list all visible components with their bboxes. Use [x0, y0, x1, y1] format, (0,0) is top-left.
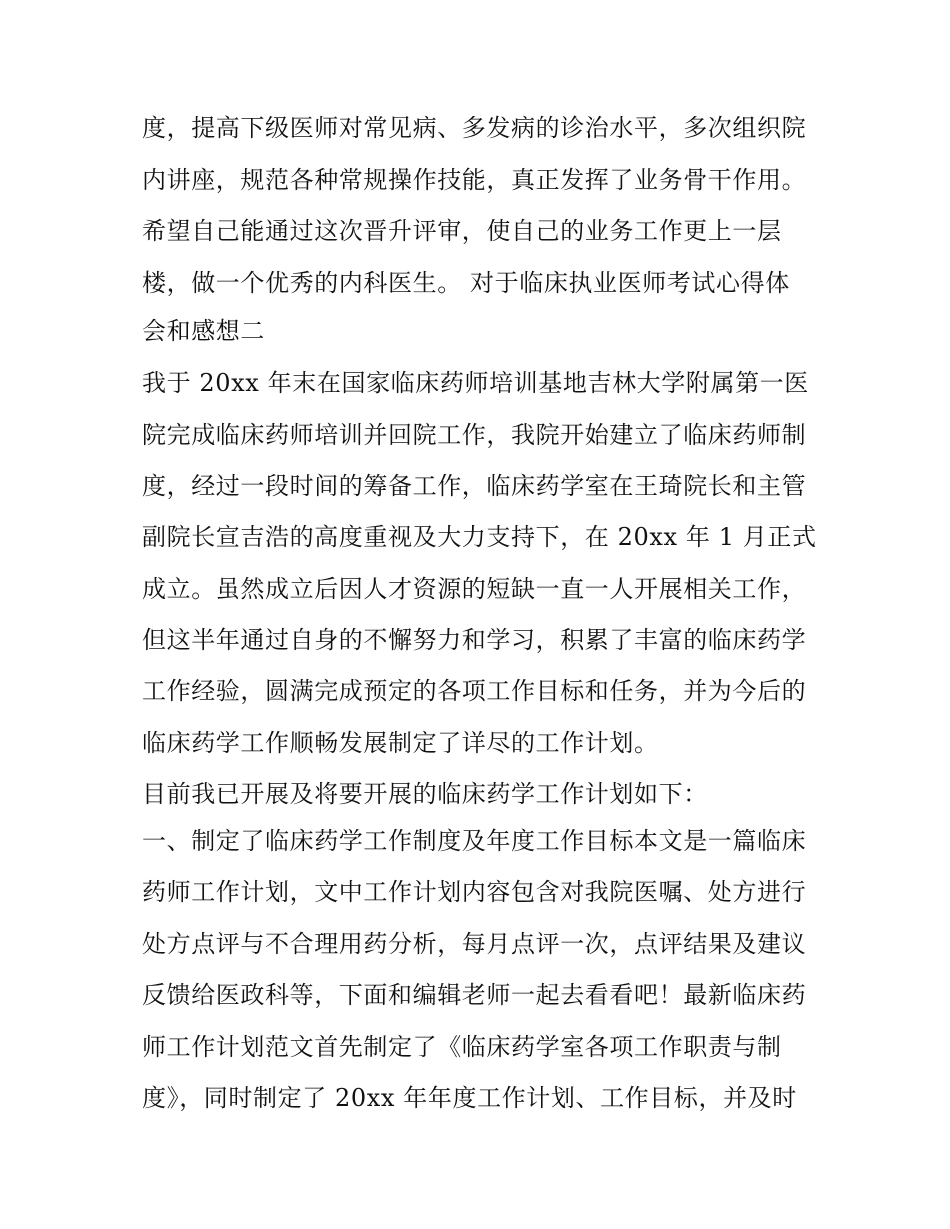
text-line: 会和感想二	[142, 317, 265, 345]
text-line: 目前我已开展及将要开展的临床药学工作计划如下：	[142, 780, 708, 808]
text-line: 反馈给医政科等，下面和编辑老师一起去看看吧！最新临床药	[142, 981, 807, 1009]
text-line: 临床药学工作顺畅发展制定了详尽的工作计划。	[142, 729, 659, 757]
text-line: 度》，同时制定了 20xx 年年度工作计划、工作目标，并及时	[142, 1084, 797, 1112]
text-line: 工作经验，圆满完成预定的各项工作目标和任务，并为今后的	[142, 677, 807, 705]
text-line: 我于 20xx 年末在国家临床药师培训基地吉林大学附属第一医	[142, 369, 809, 397]
text-line: 成立。虽然成立后因人才资源的短缺一直一人开展相关工作，	[142, 575, 807, 603]
text-line: 但这半年通过自身的不懈努力和学习，积累了丰富的临床药学	[142, 626, 807, 654]
text-line: 楼，做一个优秀的内科医生。 对于临床执业医师考试心得体	[142, 269, 790, 297]
text-line: 药师工作计划，文中工作计划内容包含对我院医嘱、处方进行	[142, 878, 807, 906]
text-line: 内讲座，规范各种常规操作技能，真正发挥了业务骨干作用。	[142, 166, 807, 194]
text-line: 希望自己能通过这次晋升评审，使自己的业务工作更上一层	[142, 217, 782, 245]
text-line: 副院长宣吉浩的高度重视及大力支持下，在 20xx 年 1 月正式	[142, 523, 817, 551]
text-line: 度，经过一段时间的筹备工作，临床药学室在王琦院长和主管	[142, 472, 807, 500]
text-line: 院完成临床药师培训并回院工作，我院开始建立了临床药师制	[142, 421, 807, 449]
text-line: 一、制定了临床药学工作制度及年度工作目标本文是一篇临床	[142, 827, 807, 855]
text-line: 度，提高下级医师对常见病、多发病的诊治水平，多次组织院	[142, 114, 807, 142]
text-line: 处方点评与不合理用药分析，每月点评一次，点评结果及建议	[142, 930, 807, 958]
text-line: 师工作计划范文首先制定了《临床药学室各项工作职责与制	[142, 1033, 782, 1061]
